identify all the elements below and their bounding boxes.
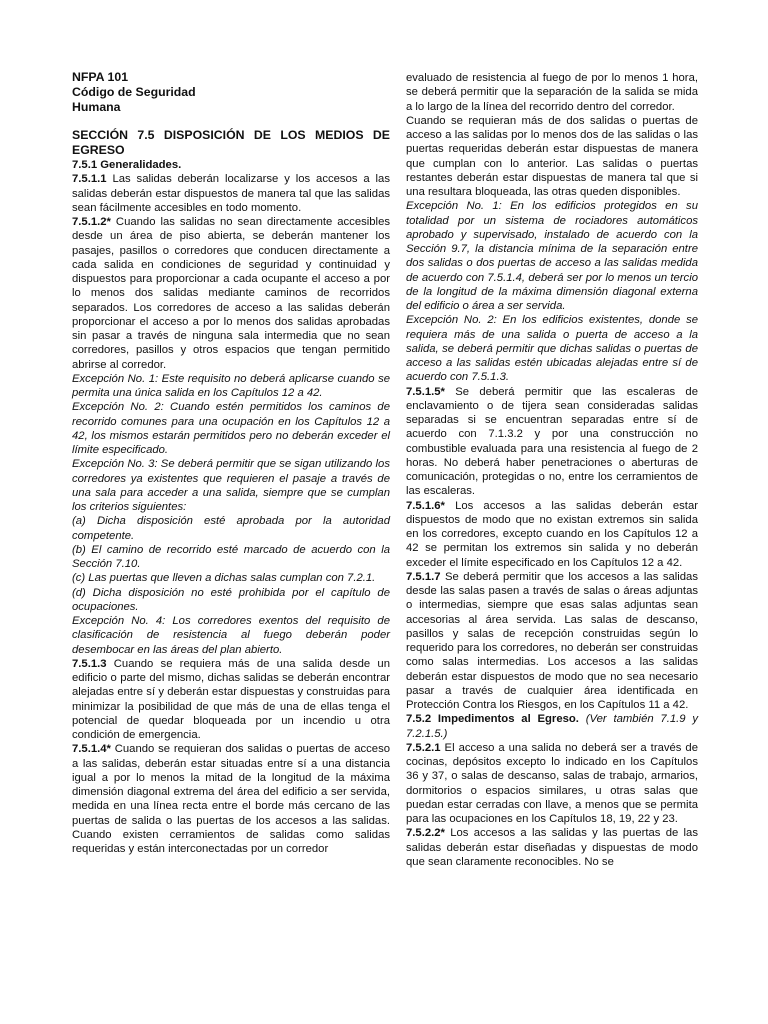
paragraph-7-5-1-7 <box>406 570 698 713</box>
clause-number: 7.5.1.4* <box>72 743 111 756</box>
clause-text: Cuando las salidas no sean directamente accesibles desde un área de piso abierta, se deberán mantener los pasajes, pasillos o corredores que conducen directamente a cada salida en condiciones de seguridad y continuidad y dispuestos para proporcionar a cada ocupante el acceso a por lo menos dos salidas mediante caminos de recorridos separados. Los corredores de acceso a las salidas deberán proporcionar el acceso a por lo menos dos salidas aprobadas sin pasar a través de ninguna sala intermedia que no sean corredores, pasillos y otros espacios que tengan permitido abrirse al corredor. <box>72 216 390 371</box>
subsection-heading-7-5-2 <box>406 712 698 741</box>
exception-2: Excepción No. 2: Cuando estén permitidos los caminos de recorrido comunes para una ocupación en los Capítulos 12 a 42, los mismos estarán permitidos pero no deberán exceder el límite especificado. <box>72 401 390 456</box>
clause-number: 7.5.2.2* <box>406 827 445 840</box>
exception-3-item-b: (b) El camino de recorrido esté marcado de acuerdo con la Sección 7.10. <box>72 543 390 570</box>
exception-4: Excepción No. 4: Los corredores exentos del requisito de clasificación de resistencia al fuego deberán poder desembocar en las áreas del plan abierto. <box>72 615 390 656</box>
clause-text: Cuando se requiera más de una salida desde un edificio o parte del mismo, dichas salidas se deberán encontrar alejadas entre sí y deberán estar dispuestas y construidas para minimizar la posibilidad de que más de una de ellas tenga el potencial de quedar bloqueada por un incendio u otra condición de emergencia. <box>72 657 390 741</box>
document-header <box>72 70 390 115</box>
paragraph-7-5-1-4 <box>72 742 390 856</box>
exception-1: Excepción No. 1: Este requisito no deberá aplicarse cuando se permita una única salida en los Capítulos 12 a 42. <box>72 372 390 399</box>
paragraph-7-5-1-6 <box>406 499 698 570</box>
header-title-line2: Humana <box>72 100 121 114</box>
clause-text: Se deberá permitir que los accesos a las salidas desde las salas pasen a través de salas o áreas adjuntas o intermedias, siempre que esas salas adjuntas sean accesorias al área servida. Las salas de descanso, pasillos y salas de recepción construidas según lo requerido para los corredores, no deberán ser construidas como salas intermedias. Los accesos a las salidas deberán estar dispuestos de modo que no sea necesario pasar a través de cualquier área identificada en Protección Contra los Riesgos, en los Capítulos 11 a 42. <box>406 570 698 711</box>
exception-2-existing-buildings: Excepción No. 2: En los edificios existentes, donde se requiera más de una salida o puerta de acceso a la salida, se deberá permitir que dichas salidas o puertas de acceso a las salidas estén ubicadas alejadas entre sí de acuerdo con 7.5.1.3. <box>406 314 698 384</box>
paragraph-more-than-two-exits: Cuando se requieran más de dos salidas o puertas de acceso a las salidas por lo menos dos de las salidas o las puertas requeridas deberán estar dispuestas de manera que cumplan con lo anterior. Las salidas o puertas restantes deberán estar dispuestas de manera tal que si una resultara bloqueada, las otras queden disponibles. <box>406 114 698 198</box>
exception-3-item-a: (a) Dicha disposición esté aprobada por la autoridad competente. <box>72 515 390 542</box>
clause-number: 7.5.1.6* <box>406 499 445 512</box>
left-column <box>72 70 390 856</box>
exception-3-item-d: (d) Dicha disposición no esté prohibida por el capítulo de ocupaciones. <box>72 586 390 613</box>
clause-text: El acceso a una salida no deberá ser a través de cocinas, depósitos excepto lo indicado en los Capítulos 36 y 37, o salas de descanso, salas de trabajo, armarios, dormitorios o espacios similares, u otras salas que puedan estar cerradas con llave, a menos que se permita para las ocupaciones en los Capítulos 18, 19, 22 y 23. <box>406 741 698 825</box>
clause-number: 7.5.2.1 <box>406 741 441 754</box>
header-title-line1: Código de Seguridad <box>72 85 196 99</box>
clause-text: Cuando se requieran dos salidas o puertas de acceso a las salidas, deberán estar situadas entre sí a una distancia igual a por lo menos la mitad de la longitud de la máxima dimensión diagonal extrema del área del edificio a ser servida, medida en una línea recta entre el borde más cercano de las puertas de salida o las puertas de los accesos a las salidas. Cuando existen cerramientos de salidas como salidas requeridas y están interconectadas por un corredor <box>72 743 390 855</box>
clause-number: 7.5.1.5* <box>406 385 445 398</box>
clause-text: Los accesos a las salidas y las puertas de las salidas deberán estar diseñadas y dispuestas de modo que sean claramente reconocibles. No se <box>406 827 698 868</box>
section-title: SECCIÓN 7.5 DISPOSICIÓN DE LOS MEDIOS DE EGRESO <box>72 128 390 157</box>
clause-number: 7.5.1.2* <box>72 216 111 228</box>
paragraph-7-5-1-1 <box>72 172 390 215</box>
clause-number: 7.5.1.7 <box>406 570 441 583</box>
exception-3: Excepción No. 3: Se deberá permitir que se sigan utilizando los corredores ya existentes que requieren el pasaje a través de una sala para acceder a una salida, siempre que se cumplan los criterios siguientes: <box>72 458 390 513</box>
clause-text: Se deberá permitir que las escaleras de enclavamiento o de tijera sean consideradas salidas separadas si se encuentran separadas entre sí de acuerdo con 7.1.3.2 y por una construcción no combustible evaluada para una resistencia al fuego de 2 horas. No deberá haber penetraciones o aberturas de comunicación, protegidas o no, entre los cerramientos de las escaleras. <box>406 385 698 498</box>
right-column <box>406 71 698 869</box>
heading-7-5-1: 7.5.1 Generalidades. <box>72 159 182 171</box>
paragraph-7-5-1-3 <box>72 657 390 743</box>
paragraph-7-5-1-2 <box>72 215 390 372</box>
heading-7-5-2: 7.5.2 Impedimentos al Egreso. <box>406 713 579 726</box>
header-standard: NFPA 101 <box>72 70 129 84</box>
clause-text: Los accesos a las salidas deberán estar dispuestos de modo que no existan extremos sin salida en los corredores, excepto cuando en los Capítulos 12 a 42 se permitan los extremos sin salida y no deberán exceder el límite especificado en los Capítulos 12 a 42. <box>406 499 698 569</box>
paragraph-7-5-1-5 <box>406 385 698 499</box>
clause-number: 7.5.1.3 <box>72 657 107 670</box>
clause-number: 7.5.1.1 <box>72 173 107 186</box>
paragraph-7-5-2-2 <box>406 826 698 869</box>
exception-1-sprinklers: Excepción No. 1: En los edificios protegidos en su totalidad por un sistema de rociadores automáticos aprobado y supervisado, instalado de acuerdo con la Sección 9.7, la distancia mínima de la separación entre dos salidas o dos puertas de acceso a las salidas medida de acuerdo con 7.5.1.4, deberá ser por lo menos un tercio de la longitud de la máxima dimensión diagonal externa del edificio o área a ser servida. <box>406 200 698 312</box>
exception-3-item-c: (c) Las puertas que lleven a dichas salas cumplan con 7.2.1. <box>72 572 376 585</box>
paragraph-7-5-1-4-continued: evaluado de resistencia al fuego de por lo menos 1 hora, se deberá permitir que la separación de la salida se mida a lo largo de la línea del recorrido dentro del corredor. <box>406 72 698 113</box>
heading-7-5-2-reference: (Ver también 7.1.9 y 7.2.1.5.) <box>406 713 698 740</box>
clause-text: Las salidas deberán localizarse y los accesos a las salidas deberán estar dispuestos de manera tal que las salidas sean fácilmente accesibles en todo momento. <box>72 173 390 214</box>
subsection-heading-7-5-1 <box>72 158 390 172</box>
paragraph-7-5-2-1 <box>406 741 698 827</box>
